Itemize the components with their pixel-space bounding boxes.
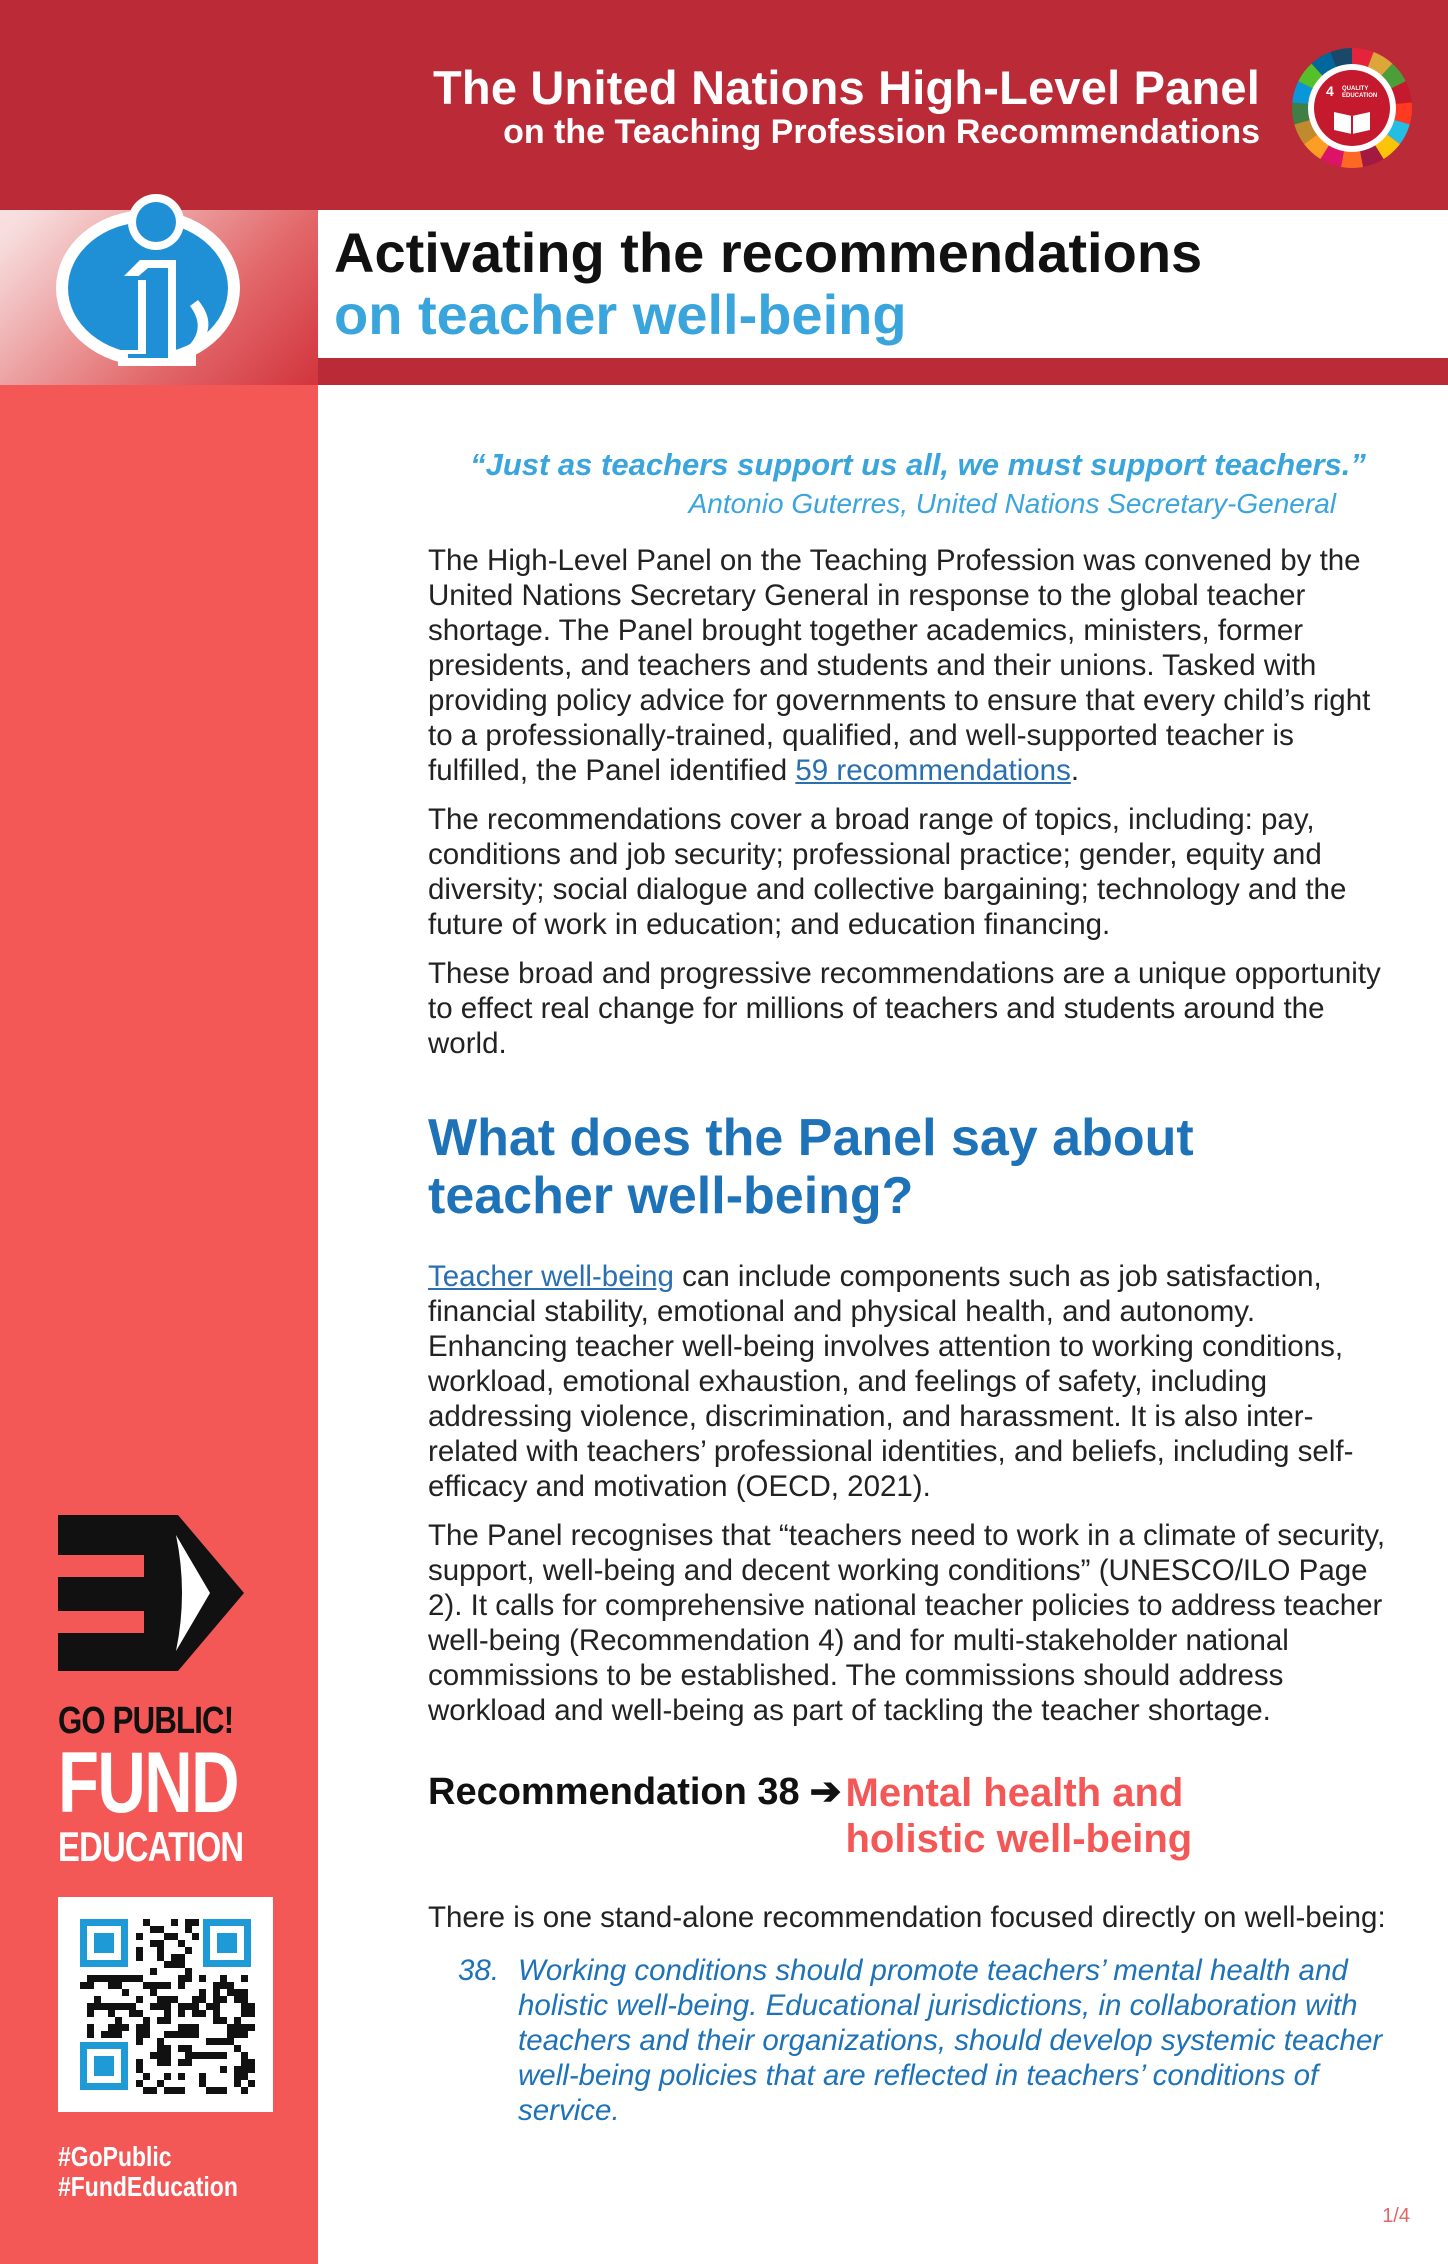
qr-code[interactable] [58, 1897, 273, 2112]
teacher-well-being-link[interactable]: Teacher well-being [428, 1260, 674, 1293]
section-heading [428, 1109, 1388, 1225]
recommendation-text: Working conditions should promote teachers’ mental health and holistic well-being. Educational jurisdictions, in collaboration with teachers and their organizations, should develop systemic teacher well-being policies that are reflected in teachers’ conditions of service. [518, 1954, 1383, 2127]
quote-attribution: Antonio Guterres, United Nations Secretary-General [688, 488, 1336, 519]
campaign-line1: GO PUBLIC! [58, 1700, 234, 1742]
main-content [428, 445, 1388, 2128]
page-subtitle: on teacher well-being [334, 283, 907, 346]
header-title-line1: The United Nations High-Level Panel [433, 61, 1260, 114]
campaign-text [58, 1700, 278, 1870]
recommendation-label: Recommendation 38 [428, 1771, 800, 1813]
sdg-label-line1: QUALITY [1342, 86, 1369, 92]
recommendation-number: 38. [458, 1954, 500, 1987]
section-paragraph-1-text: can include components such as job satisfaction, financial stability, emotional and physical health, and autonomy. Enhancing teacher well-being involves attention to working conditions, workload, emotional exhaustion, and feelings of safety, including addressing violence, discrimination, and harassment. It is also inter-related with teachers’ professional identities, and beliefs, including self-efficacy and motivation (OECD, 2021). [428, 1260, 1354, 1503]
recommendation-heading [428, 1770, 1388, 1862]
header-title-line2: on the Teaching Profession Recommendations [503, 113, 1260, 151]
hashtags [58, 2142, 277, 2202]
intro-paragraph-1 [428, 543, 1388, 788]
arrow-right-icon: ➔ [809, 1771, 842, 1813]
hashtag-fundeducation: #FundEducation [58, 2171, 238, 2202]
sdg-number: 4 [1326, 83, 1334, 99]
title-underline-bar [318, 358, 1448, 385]
page-title: Activating the recommendations [334, 221, 1203, 284]
recommendation-item [428, 1953, 1388, 2128]
section-heading-line2: teacher well-being? [428, 1167, 914, 1225]
intro-paragraph-2: The recommendations cover a broad range of topics, including: pay, conditions and job security; professional practice; gender, equity and diversity; social dialogue and collective bargaining; technology and the future of work in education; and education financing. [428, 803, 1347, 941]
campaign-line2: FUND [58, 1735, 239, 1831]
hashtag-gopublic: #GoPublic [58, 2141, 172, 2172]
recommendation-title [846, 1770, 1193, 1862]
recommendation-title-line2: holistic well-being [845, 1817, 1193, 1861]
section-heading-line1: What does the Panel say about [428, 1109, 1194, 1167]
recommendation-title-line1: Mental health and [845, 1771, 1184, 1815]
education-international-logo [48, 180, 258, 380]
section-paragraph-2: The Panel recognises that “teachers need to work in a climate of security, support, well-being and decent working conditions” (UNESCO/ILO Page 2). It calls for comprehensive national teacher policies to address teacher well-being (Recommendation 4) and for multi-stakeholder national commissions to be established. The commissions should address workload and well-being as part of tackling the teacher shortage. [428, 1519, 1386, 1727]
header-title [433, 62, 1260, 150]
intro-paragraph-3: These broad and progressive recommendations are a unique opportunity to effect real change for millions of teachers and students around the world. [428, 957, 1381, 1060]
campaign-line3: EDUCATION [58, 1823, 244, 1870]
sdg-label-line2: EDUCATION [1342, 93, 1378, 99]
quote-text: “Just as teachers support us all, we must support teachers.” [470, 447, 1366, 482]
recommendations-link[interactable]: 59 recommendations [795, 754, 1071, 787]
sdg-quality-education-icon [1290, 46, 1414, 170]
intro-paragraph-1-text: The High-Level Panel on the Teaching Profession was convened by the United Nations Secretary General in response to the global teacher shortage. The Panel brought together academics, ministers, former presidents, and teachers and students and their unions. Tasked with providing policy advice for governments to ensure that every child’s right to a professionally-trained, qualified, and well-supported teacher is fulfilled, the Panel identified [428, 544, 1371, 787]
intro-paragraph-1-end: . [1070, 754, 1080, 787]
section-paragraph-1 [428, 1259, 1388, 1504]
go-public-e-pencil-icon [58, 1515, 248, 1671]
recommendation-intro: There is one stand-alone recommendation focused directly on well-being: [428, 1901, 1386, 1934]
page-number: 1/4 [1382, 2205, 1410, 2227]
